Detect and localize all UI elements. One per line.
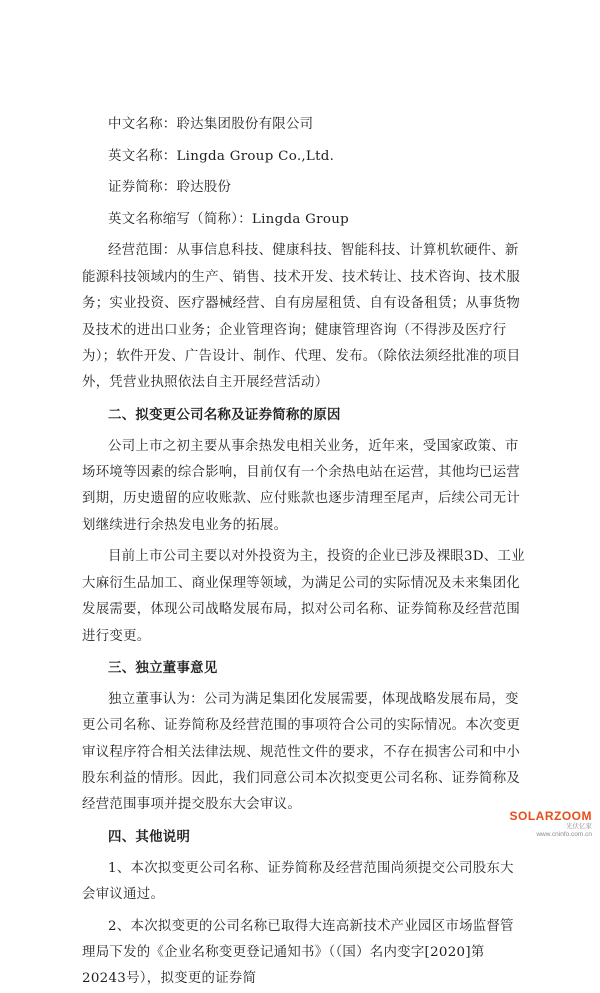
business-scope-field: 经营范围：从事信息科技、健康科技、智能科技、计算机软硬件、新能源科技领域内的生产、销售、技术开发、技术转让、技术咨询、技术服务；实业投资、医疗器械经营、自有房屋租赁、自有设备租赁；从事货物及技术的进出口业务；企业管理咨询；健康管理咨询（不得涉及医疗行为）；软件开发、广告设计、制作、代理、发布。（除依法须经批准的项目外，凭营业执照依法自主开展经营活动） — [82, 243, 521, 391]
reason-paragraph-1: 公司上市之初主要从事余热发电相关业务，近年来，受国家政策、市场环境等因素的综合影响，目前仅有一个余热电站在运营，其他均已运营到期，历史遗留的应收账款、应付账款也逐步清理至尾声，后续公司无计划继续进行余热发电业务的拓展。 — [82, 438, 521, 533]
document-body — [82, 112, 526, 993]
section-heading-independent-directors: 三、独立董事意见 — [108, 660, 218, 677]
english-name-field: 英文名称：Lingda Group Co.,Ltd. — [108, 148, 335, 164]
section-heading-other-notes: 四、其他说明 — [108, 829, 191, 846]
note-paragraph-1: 1、本次拟变更公司名称、证券简称及经营范围尚须提交公司股东大会审议通过。 — [82, 860, 514, 903]
watermark-logo — [508, 810, 592, 836]
english-abbreviation-field: 英文名称缩写（简称）：Lingda Group — [108, 211, 350, 227]
watermark-brand: SOLARZOOM — [509, 809, 592, 823]
watermark-url: www.cninfo.com.cn — [536, 831, 592, 838]
watermark-subtitle: 光伏亿家 — [566, 823, 592, 830]
reason-paragraph-2: 目前上市公司主要以对外投资为主，投资的企业已涉及裸眼3D、工业大麻衍生品加工、商业保理等领域，为满足公司的实际情况及未来集团化发展需要，体现公司战略发展布局，拟对公司名称、证券简称及经营范围进行变更。 — [82, 549, 525, 644]
chinese-name-field: 中文名称：聆达集团股份有限公司 — [108, 117, 314, 132]
independent-directors-paragraph: 独立董事认为：公司为满足集团化发展需要，体现战略发展布局，变更公司名称、证券简称及经营范围的事项符合公司的实际情况。本次变更审议程序符合相关法律法规、规范性文件的要求，不存在损害公司和中小股东利益的情形。因此，我们同意公司本次拟变更公司名称、证券简称及经营范围事项并提交股东大会审议。 — [82, 691, 521, 813]
note-paragraph-2: 2、本次拟变更的公司名称已取得大连高新技术产业园区市场监督管理局下发的《企业名称变更登记通知书》（（国）名内变字[2020]第20243号），拟变更的证券简 — [82, 918, 514, 987]
section-heading-reasons: 二、拟变更公司名称及证券简称的原因 — [108, 407, 341, 423]
stock-abbreviation-field: 证券简称：聆达股份 — [108, 180, 232, 196]
